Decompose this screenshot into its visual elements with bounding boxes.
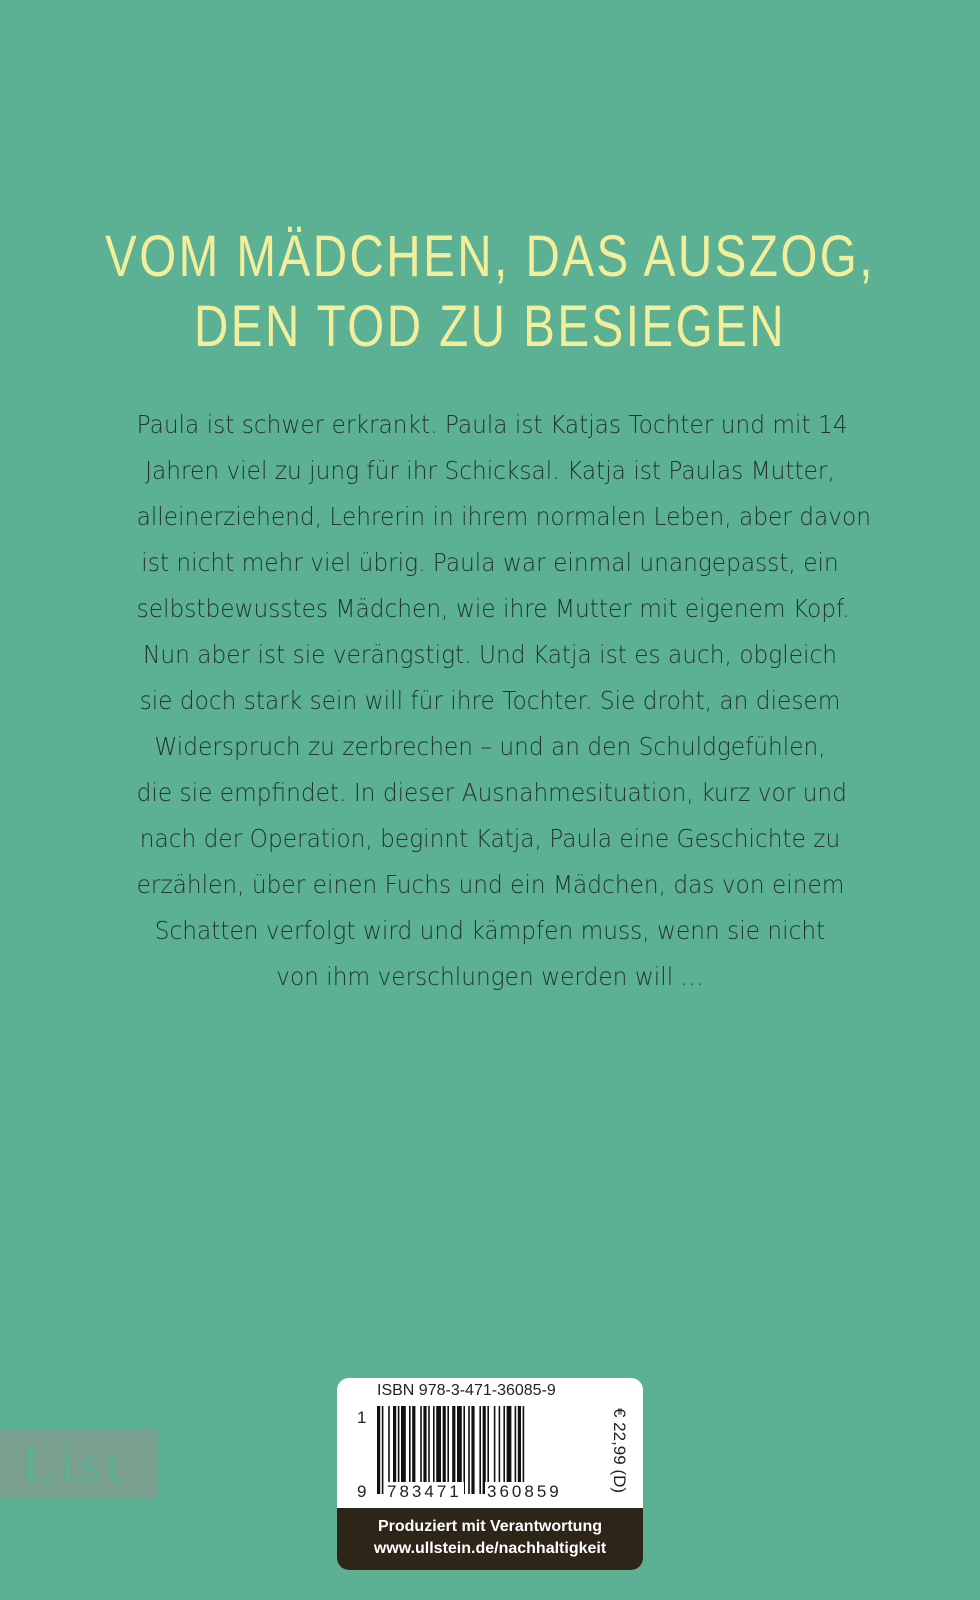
blurb-line: von ihm verschlungen werden will … [276,962,704,991]
blurb-line: erzählen, über einen Fuchs und ein Mädchen, das von einem [136,870,845,899]
blurb-line: Schatten verfolgt wird und kämpfen muss, wenn sie nicht [154,916,826,945]
barcode-bar [398,1406,400,1494]
barcode-bar [428,1406,430,1494]
barcode-bar [401,1406,406,1494]
barcode-bar [447,1406,449,1494]
barcode-bar [523,1406,525,1494]
title-line-2: DEN TOD ZU BESIEGEN [193,294,787,359]
price-label: € 22,99 (D) [610,1408,629,1494]
barcode-bar [382,1406,384,1494]
blurb-line: Nun aber ist sie verängstigt. Und Katja ist es auch, obgleich [142,640,838,669]
footer-line-1: Produziert mit Verantwortung [377,1518,602,1535]
barcode-bar [409,1406,411,1494]
barcode-bar [452,1406,455,1494]
blurb-line: Widerspruch zu zerbrechen – und an den Schuldgefühlen, [154,732,826,761]
barcode-group-2: 360859 [487,1482,562,1501]
title-line-1: VOM MÄDCHEN, DAS AUSZOG, [105,224,875,289]
barcode-bar [436,1406,441,1494]
barcode-lead-digit: 9 [357,1482,367,1501]
barcode-group-1: 783471 [387,1482,462,1501]
barcode-bar [507,1406,512,1494]
barcode-bar [518,1406,521,1494]
blurb-line: Paula ist schwer erkrankt. Paula ist Katjas Tochter und mit 14 [136,410,848,439]
barcode-bar [420,1406,422,1494]
barcode-bar [393,1406,396,1494]
barcode-bar [388,1406,390,1494]
barcode-label [337,1378,643,1570]
barcode-bar [423,1406,426,1494]
book-title [88,222,892,362]
blurb-line: ist nicht mehr viel übrig. Paula war einmal unangepasst, ein [141,548,839,577]
barcode-bar [479,1406,481,1494]
barcode-bar [443,1406,446,1494]
barcode-bar [433,1406,435,1494]
barcode-bar [487,1406,489,1494]
blurb-text [110,402,870,1000]
barcode-bar [463,1406,465,1494]
barcode-bar [468,1406,470,1494]
barcode-bar [471,1406,474,1494]
barcode-digit-top: 1 [357,1408,367,1427]
barcode-bar [412,1406,415,1494]
blurb-line: alleinerziehend, Lehrerin in ihrem normalen Leben, aber davon [136,502,871,531]
blurb-line: sie doch stark sein will für ihre Tochter. Sie droht, an diesem [139,686,841,715]
barcode-bar [499,1406,501,1494]
barcode-bar [494,1406,496,1494]
barcode-bars [377,1406,577,1494]
blurb-line: selbstbewusstes Mädchen, wie ihre Mutter mit eigenem Kopf. [136,594,850,623]
barcode-bar [483,1406,486,1494]
blurb-line: die sie empfindet. In dieser Ausnahmesituation, kurz vor und [136,778,847,807]
blurb-line: Jahren viel zu jung für ihr Schicksal. Katja ist Paulas Mutter, [145,456,835,485]
footer-line-2: www.ullstein.de/nachhaltigkeit [373,1540,607,1557]
barcode-bar [503,1406,505,1494]
barcode-bar [457,1406,462,1494]
barcode-bar [377,1406,380,1494]
blurb-line: nach der Operation, beginnt Katja, Paula eine Geschichte zu [139,824,841,853]
publisher-logo: List [0,1430,158,1498]
barcode-bar [515,1406,517,1494]
sustainability-footer [337,1508,643,1570]
isbn-text: ISBN 978-3-471-36085-9 [377,1382,556,1399]
